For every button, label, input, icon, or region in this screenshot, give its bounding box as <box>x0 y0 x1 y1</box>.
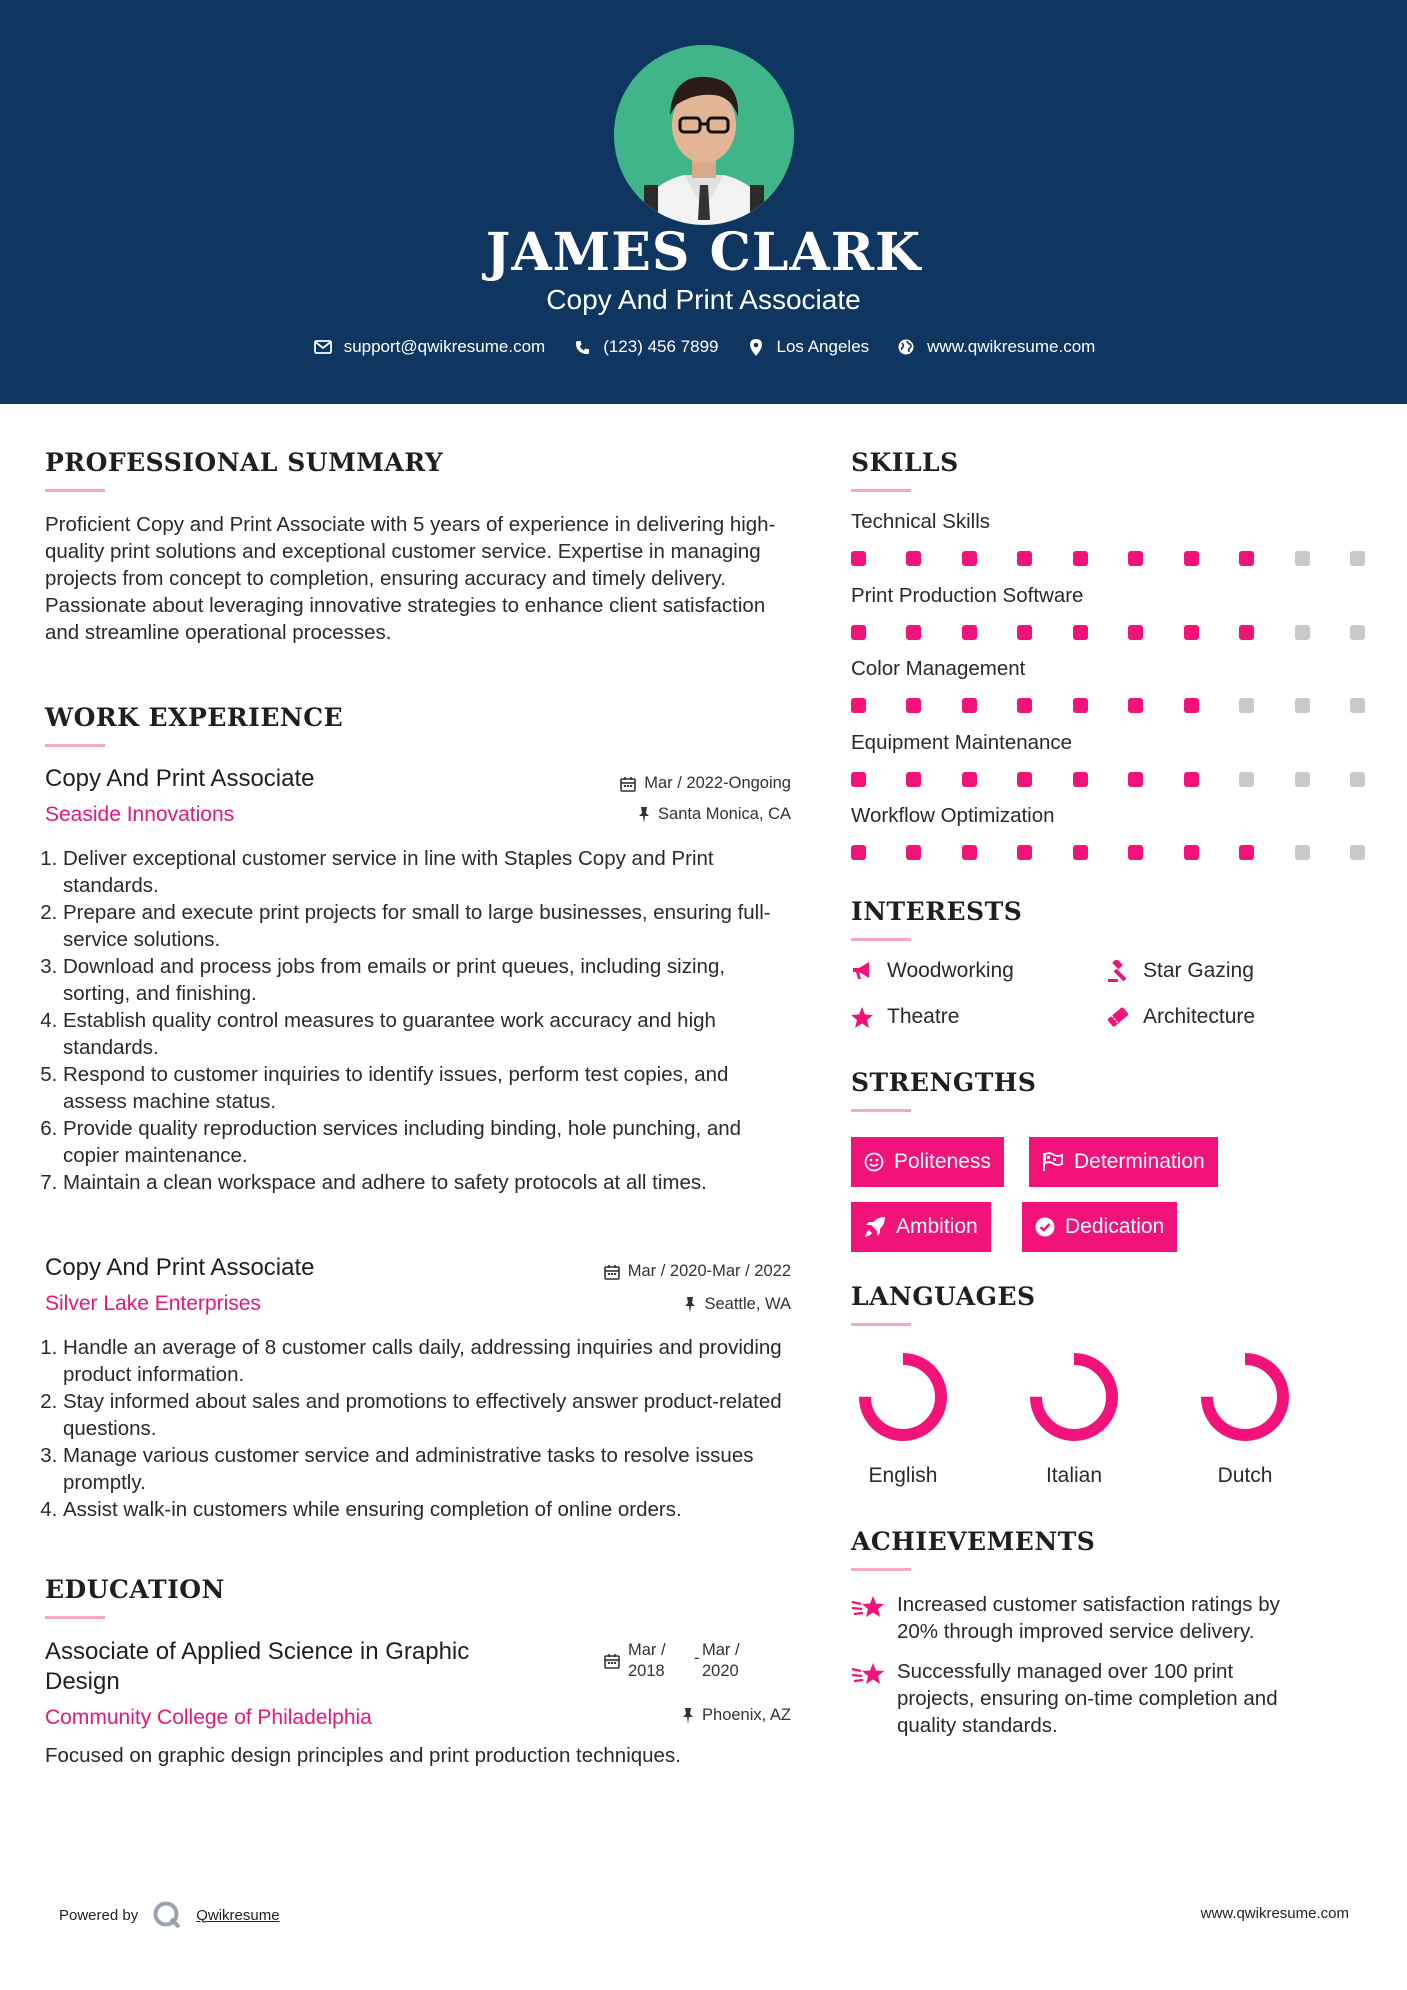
profile-photo <box>614 45 794 225</box>
strengths-heading: STRENGTHS <box>851 1068 1037 1097</box>
achievement-line: quality standards. <box>897 1714 1058 1737</box>
duty-item: 3. Download and process jobs from emails or print queues, including sizing, sorting, and finishing. <box>63 953 794 1007</box>
rating-dot-empty <box>1295 698 1310 713</box>
rating-dot-filled <box>906 625 921 640</box>
rating-dot-empty <box>1295 625 1310 640</box>
rating-dot-filled <box>1239 551 1254 566</box>
language-level-arc <box>1207 1359 1283 1435</box>
rating-dot-filled <box>851 698 866 713</box>
avatar <box>614 45 794 225</box>
duty-item: 3. Manage various customer service and administrative tasks to resolve issues promptly. <box>63 1442 794 1496</box>
company-name: Silver Lake Enterprises <box>45 1292 261 1315</box>
rating-dot-filled <box>1128 625 1143 640</box>
calendar-icon <box>604 1653 620 1669</box>
pushpin-icon <box>638 807 650 823</box>
candidate-title: Copy And Print Associate <box>546 284 861 315</box>
footer-site-link[interactable]: www.qwikresume.com <box>1200 1905 1349 1922</box>
powered-by-label: Powered by <box>59 1906 139 1924</box>
rating-dot-empty <box>1350 698 1365 713</box>
rating-dot-filled <box>851 845 866 860</box>
skill-rating <box>851 551 1365 566</box>
interest-label: Architecture <box>1143 1005 1256 1028</box>
rating-dot-empty <box>1295 772 1310 787</box>
calendar-icon <box>620 776 636 792</box>
language-level-arc <box>865 1359 941 1435</box>
duty-item: 6. Provide quality reproduction services including binding, hole punching, and copier maintenance. <box>63 1115 794 1169</box>
rating-dot-filled <box>851 551 866 566</box>
date-separator: - <box>694 1649 700 1667</box>
megaphone-icon <box>851 961 873 981</box>
language-level-ring <box>858 1352 948 1442</box>
job-dates <box>480 774 791 793</box>
strengths-divider <box>851 1109 911 1112</box>
achievement-item <box>851 1591 1371 1645</box>
rating-dot-filled <box>906 772 921 787</box>
contact-phone-text: (123) 456 7899 <box>603 337 719 356</box>
rating-dot-filled <box>1239 845 1254 860</box>
achievement-text <box>897 1591 1280 1645</box>
rating-dot-filled <box>1017 845 1032 860</box>
shooting-star-icon <box>851 1594 885 1620</box>
job-dates-text: Mar / 2020-Mar / 2022 <box>627 1262 791 1280</box>
achievements-divider <box>851 1568 911 1571</box>
shooting-star-icon <box>851 1661 885 1687</box>
contact-email-text: support@qwikresume.com <box>343 337 546 356</box>
rating-dot-filled <box>1128 698 1143 713</box>
summary-divider <box>45 489 105 492</box>
education-end-date <box>702 1640 740 1682</box>
degree-line-1: Associate of Applied Science in Graphic <box>45 1638 470 1665</box>
duty-item: 5. Respond to customer inquiries to identify issues, perform test copies, and assess machine status. <box>63 1061 794 1115</box>
globe-icon <box>895 336 917 358</box>
rating-dot-empty <box>1350 772 1365 787</box>
duty-item: 2. Prepare and execute print projects for small to large businesses, ensuring full-service solutions. <box>63 899 794 953</box>
rating-dot-filled <box>962 845 977 860</box>
check-circle-icon <box>1035 1217 1055 1237</box>
rating-dot-filled <box>1184 845 1199 860</box>
rating-dot-empty <box>1295 845 1310 860</box>
rating-dot-filled <box>1017 772 1032 787</box>
strength-tag <box>1029 1137 1218 1187</box>
education-divider <box>45 1616 105 1619</box>
strength-label: Politeness <box>894 1150 991 1173</box>
rating-dot-empty <box>1239 772 1254 787</box>
contact-website-text: www.qwikresume.com <box>927 337 1096 356</box>
rating-dot-filled <box>906 845 921 860</box>
degree-line-2: Design <box>45 1668 120 1695</box>
strength-label: Ambition <box>896 1215 978 1238</box>
rating-dot-empty <box>1350 845 1365 860</box>
rating-dot-filled <box>1073 551 1088 566</box>
rating-dot-empty <box>1350 551 1365 566</box>
rating-dot-filled <box>1073 772 1088 787</box>
candidate-name: JAMES CLARK <box>485 222 922 283</box>
job-location <box>480 1295 791 1314</box>
rating-dot-filled <box>1128 551 1143 566</box>
rating-dot-empty <box>1350 625 1365 640</box>
skill-name: Technical Skills <box>851 510 990 533</box>
rating-dot-empty <box>1239 698 1254 713</box>
rating-dot-filled <box>962 625 977 640</box>
strength-tag <box>1022 1202 1177 1252</box>
education-start-date <box>628 1640 702 1682</box>
languages-divider <box>851 1323 911 1326</box>
rating-dot-filled <box>1184 625 1199 640</box>
flag-icon <box>1042 1152 1064 1172</box>
duty-item: 4. Establish quality control measures to guarantee work accuracy and high standards. <box>63 1007 794 1061</box>
education-dates <box>604 1640 740 1682</box>
rating-dot-filled <box>1073 698 1088 713</box>
experience-divider <box>45 744 105 747</box>
skill-rating <box>851 772 1365 787</box>
skill-rating <box>851 845 1365 860</box>
skills-heading: SKILLS <box>851 448 959 477</box>
job-title: Copy And Print Associate <box>45 765 315 792</box>
smile-icon <box>864 1152 884 1172</box>
rating-dot-filled <box>906 551 921 566</box>
contact-phone[interactable] <box>571 336 718 358</box>
skill-rating <box>851 698 1365 713</box>
brand-link[interactable]: Qwikresume <box>196 1906 280 1924</box>
language-level-arc <box>1036 1359 1112 1435</box>
interests-divider <box>851 938 911 941</box>
strength-label: Dedication <box>1065 1215 1165 1238</box>
duty-item: 2. Stay informed about sales and promotions to effectively answer product-related questions. <box>63 1388 794 1442</box>
achievements-heading: ACHIEVEMENTS <box>851 1527 1096 1556</box>
job-location-text: Seattle, WA <box>704 1295 791 1313</box>
interest-item <box>1107 1005 1255 1029</box>
job-location <box>480 805 791 824</box>
rating-dot-filled <box>851 772 866 787</box>
school-name: Community College of Philadelphia <box>45 1706 372 1729</box>
interest-label: Theatre <box>887 1005 960 1028</box>
experience-heading: WORK EXPERIENCE <box>45 703 344 732</box>
rating-dot-filled <box>1073 625 1088 640</box>
summary-heading: PROFESSIONAL SUMMARY <box>45 448 444 477</box>
rating-dot-filled <box>1073 845 1088 860</box>
skill-name: Print Production Software <box>851 583 1084 607</box>
interests-heading: INTERESTS <box>851 897 1023 926</box>
job-dates <box>480 1262 791 1281</box>
education-description: Focused on graphic design principles and print production techniques. <box>45 1744 681 1767</box>
skills-divider <box>851 489 911 492</box>
contact-location-text: Los Angeles <box>776 337 870 356</box>
language-name: English <box>868 1464 938 1487</box>
footer-powered-by <box>59 1900 280 1930</box>
languages-heading: LANGUAGES <box>851 1282 1036 1311</box>
contact-website[interactable] <box>895 336 1095 358</box>
strength-tag <box>851 1202 991 1252</box>
job-location-text: Santa Monica, CA <box>658 805 791 823</box>
rocket-icon <box>864 1216 886 1238</box>
duty-item: 7. Maintain a clean workspace and adhere to safety protocols at all times. <box>63 1169 794 1196</box>
job-title: Copy And Print Associate <box>45 1254 315 1281</box>
skill-name: Workflow Optimization <box>851 804 1055 827</box>
rating-dot-filled <box>1184 772 1199 787</box>
rating-dot-filled <box>962 551 977 566</box>
strength-label: Determination <box>1074 1150 1205 1173</box>
interest-item <box>851 1005 959 1029</box>
envelope-icon <box>312 336 334 358</box>
interest-label: Woodworking <box>887 959 1014 982</box>
education-location <box>480 1706 791 1725</box>
education-heading: EDUCATION <box>45 1575 225 1604</box>
interest-item <box>851 959 1014 983</box>
language-name: Dutch <box>1217 1464 1273 1487</box>
skill-name: Equipment Maintenance <box>851 730 1073 754</box>
summary-text: Proficient Copy and Print Associate with 5 years of experience in delivering high-quality print solutions and exceptional customer service. Expertise in managing projects from concept to completion, ensuring accuracy and timely delivery. Passionate about leveraging innovative strategies to enhance client satisfaction and streamline operational processes. <box>45 513 776 644</box>
rating-dot-filled <box>962 698 977 713</box>
interest-label: Star Gazing <box>1143 959 1254 982</box>
job-dates-text: Mar / 2022-Ongoing <box>644 774 791 792</box>
language-name: Italian <box>1045 1464 1103 1487</box>
achievement-text <box>897 1658 1278 1739</box>
rating-dot-filled <box>1239 625 1254 640</box>
interest-item <box>1107 959 1254 983</box>
contact-bar <box>0 336 1407 358</box>
map-pin-icon <box>745 336 767 358</box>
rating-dot-empty <box>1295 551 1310 566</box>
company-name: Seaside Innovations <box>45 803 235 826</box>
pushpin-icon <box>682 1708 694 1724</box>
calendar-icon <box>604 1264 620 1280</box>
achievement-line: Increased customer satisfaction ratings by <box>897 1593 1280 1616</box>
start-year: 2018 <box>628 1662 665 1680</box>
skill-rating <box>851 625 1365 640</box>
education-location-text: Phoenix, AZ <box>702 1706 791 1724</box>
ticket-icon <box>1107 1006 1129 1028</box>
duty-item: 4. Assist walk-in customers while ensuring completion of online orders. <box>63 1496 794 1523</box>
rating-dot-filled <box>1017 698 1032 713</box>
achievement-line: Successfully managed over 100 print <box>897 1660 1234 1683</box>
rating-dot-filled <box>1184 551 1199 566</box>
rating-dot-filled <box>1128 845 1143 860</box>
rating-dot-filled <box>906 698 921 713</box>
rating-dot-filled <box>1017 625 1032 640</box>
end-month: Mar / <box>702 1641 740 1659</box>
achievement-line: 20% through improved service delivery. <box>897 1620 1255 1643</box>
contact-email[interactable] <box>312 336 546 358</box>
start-month: Mar / <box>628 1641 666 1659</box>
language-level-ring <box>1029 1352 1119 1442</box>
rating-dot-filled <box>1017 551 1032 566</box>
strength-tag <box>851 1137 1004 1187</box>
achievement-item <box>851 1658 1371 1739</box>
resume-header <box>0 0 1407 404</box>
job-duties-list <box>44 1334 794 1523</box>
language-level-ring <box>1200 1352 1290 1442</box>
achievement-line: projects, ensuring on-time completion and <box>897 1687 1278 1710</box>
qwikresume-logo-icon <box>152 1900 182 1930</box>
rating-dot-filled <box>851 625 866 640</box>
duty-item: 1. Handle an average of 8 customer calls daily, addressing inquiries and providing product information. <box>63 1334 794 1388</box>
rating-dot-filled <box>962 772 977 787</box>
job-duties-list <box>44 845 794 1196</box>
contact-location <box>745 336 870 358</box>
degree-title <box>45 1637 469 1697</box>
rating-dot-filled <box>1184 698 1199 713</box>
duty-item: 1. Deliver exceptional customer service in line with Staples Copy and Print standards. <box>63 845 794 899</box>
star-icon <box>851 1007 873 1028</box>
gavel-icon <box>1107 960 1129 982</box>
phone-icon <box>571 336 593 358</box>
skill-name: Color Management <box>851 657 1026 680</box>
rating-dot-filled <box>1128 772 1143 787</box>
end-year: 2020 <box>702 1662 739 1680</box>
pushpin-icon <box>684 1297 696 1313</box>
